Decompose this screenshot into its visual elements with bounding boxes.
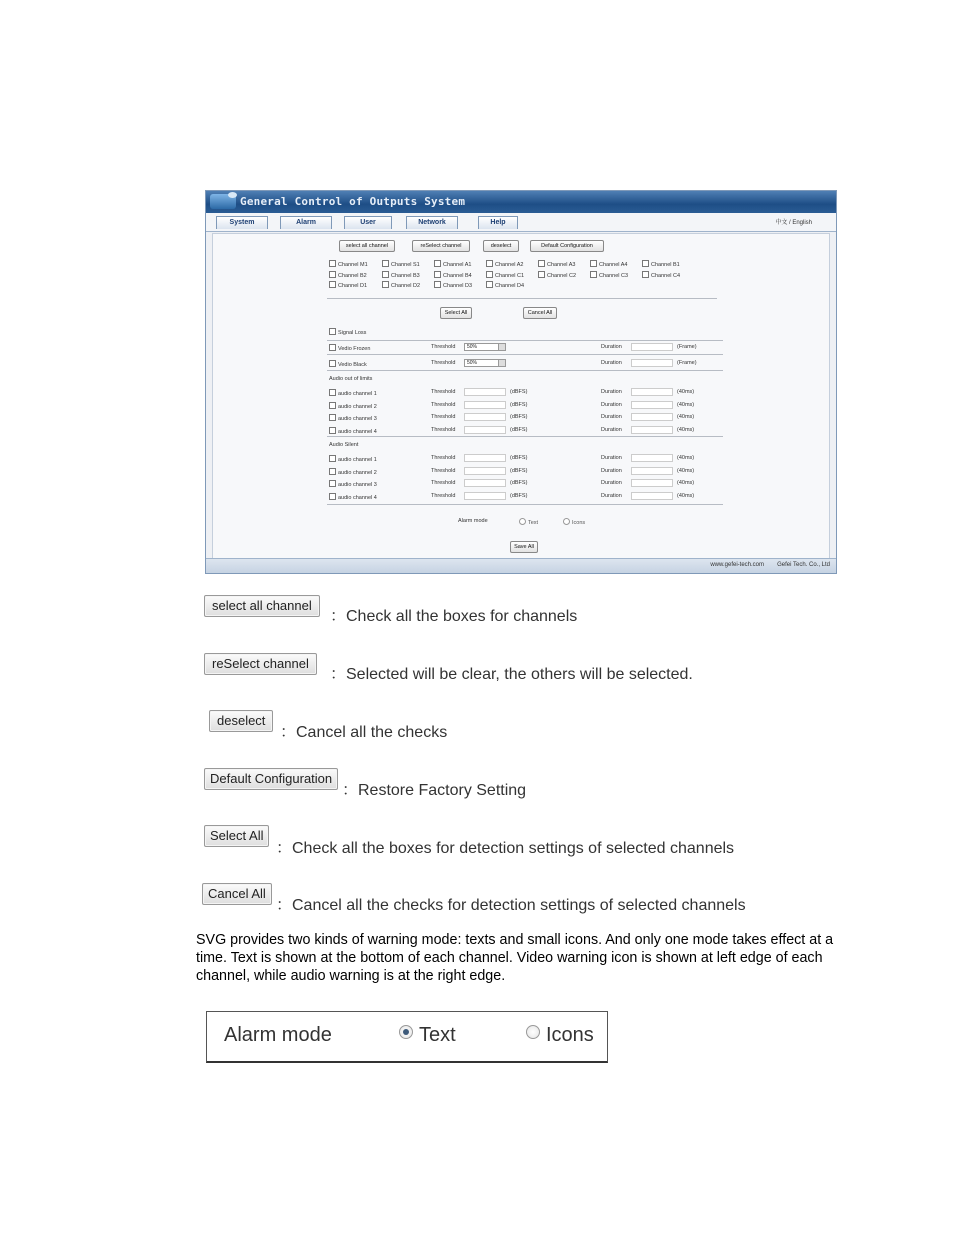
duration-label: Duration xyxy=(601,360,622,366)
duration-input[interactable] xyxy=(631,426,673,434)
reselect-channel-button[interactable]: reSelect channel xyxy=(412,240,470,252)
channel-checkbox[interactable]: Channel S1 xyxy=(382,260,420,268)
threshold-unit: (dBFS) xyxy=(510,389,528,395)
app-screenshot xyxy=(205,190,837,574)
divider xyxy=(327,354,723,355)
select-all-description: ：Check all the boxes for detection settings of selected channels xyxy=(276,840,735,857)
duration-input[interactable] xyxy=(631,401,673,409)
channel-checkbox[interactable]: Channel B4 xyxy=(434,271,472,279)
tab-user[interactable]: User xyxy=(344,216,392,229)
video-frozen-checkbox[interactable]: Vedio Frozen xyxy=(329,344,370,352)
threshold-label: Threshold xyxy=(431,480,456,486)
cancel-all-description: ：Cancel all the checks for detection settings of selected channels xyxy=(276,897,746,914)
text-option-label: Text xyxy=(419,1024,456,1046)
channel-checkbox[interactable]: Channel A1 xyxy=(434,260,471,268)
channel-checkbox[interactable]: Channel C3 xyxy=(590,271,628,279)
default-configuration-button[interactable]: Default Configuration xyxy=(204,768,338,790)
duration-label: Duration xyxy=(601,414,622,420)
channel-checkbox[interactable]: Channel M1 xyxy=(329,260,368,268)
divider xyxy=(327,436,723,437)
threshold-select[interactable] xyxy=(464,343,506,351)
tab-system[interactable]: System xyxy=(216,216,268,229)
duration-input[interactable] xyxy=(631,359,673,367)
channel-checkbox[interactable]: Channel B2 xyxy=(329,271,367,279)
threshold-unit: (dBFS) xyxy=(510,426,528,433)
duration-input[interactable] xyxy=(631,454,673,462)
tab-help[interactable]: Help xyxy=(478,216,518,229)
threshold-input[interactable] xyxy=(464,401,506,409)
duration-input[interactable] xyxy=(631,413,673,421)
duration-unit: (40ms) xyxy=(677,414,695,420)
duration-input[interactable] xyxy=(631,467,673,475)
tab-bar xyxy=(206,213,836,232)
duration-unit: (40ms) xyxy=(677,467,695,474)
duration-unit: (40ms) xyxy=(677,492,695,499)
duration-input[interactable] xyxy=(631,388,673,396)
channel-checkbox[interactable]: Channel A4 xyxy=(590,260,627,268)
deselect-button[interactable]: deselect xyxy=(209,710,273,732)
app-title: General Control of Outputs System xyxy=(240,195,466,208)
threshold-unit: (dBFS) xyxy=(510,455,528,461)
channel-checkbox[interactable]: Channel C2 xyxy=(538,271,576,279)
reselect-channel-button[interactable]: reSelect channel xyxy=(204,653,317,675)
duration-label: Duration xyxy=(601,455,622,461)
threshold-label: Threshold xyxy=(431,389,456,395)
channel-checkbox[interactable]: Channel B3 xyxy=(382,271,420,279)
deselect-button[interactable]: deselect xyxy=(483,240,519,252)
threshold-input[interactable] xyxy=(464,467,506,475)
audio-silent-heading: Audio Silent xyxy=(329,442,359,448)
threshold-label: Threshold xyxy=(431,344,456,350)
tab-network[interactable]: Network xyxy=(406,216,458,229)
duration-unit: (40ms) xyxy=(677,401,695,408)
duration-input[interactable] xyxy=(631,492,673,500)
threshold-input[interactable] xyxy=(464,388,506,396)
duration-unit: (40ms) xyxy=(677,455,695,461)
threshold-label: Threshold xyxy=(431,467,456,474)
icons-option-label: Icons xyxy=(546,1024,594,1046)
cancel-all-button[interactable]: Cancel All xyxy=(202,883,272,905)
duration-label: Duration xyxy=(601,344,622,350)
select-all-channel-description: ：Check all the boxes for channels xyxy=(330,608,578,625)
duration-input[interactable] xyxy=(631,343,673,351)
duration-label: Duration xyxy=(601,426,622,433)
duration-label: Duration xyxy=(601,492,622,499)
alarm-mode-icons-radio[interactable]: Icons xyxy=(563,518,585,526)
select-all-channel-button[interactable]: select all channel xyxy=(339,240,395,252)
audio-channel-checkbox[interactable]: audio channel 1 xyxy=(329,455,377,463)
threshold-input[interactable] xyxy=(464,479,506,487)
channel-checkbox[interactable]: Channel D4 xyxy=(486,281,524,289)
select-all-button[interactable]: Select All xyxy=(440,307,472,319)
threshold-select-value: 50% xyxy=(467,360,478,366)
select-all-button[interactable]: Select All xyxy=(204,825,269,847)
cancel-all-button[interactable]: Cancel All xyxy=(523,307,557,319)
channel-checkbox[interactable]: Channel C4 xyxy=(642,271,680,279)
duration-label: Duration xyxy=(601,389,622,395)
channel-checkbox[interactable]: Channel B1 xyxy=(642,260,680,268)
threshold-label: Threshold xyxy=(431,401,456,408)
alarm-mode-text-radio[interactable]: Text xyxy=(519,518,538,526)
threshold-unit: (dBFS) xyxy=(510,401,528,408)
warning-mode-paragraph: SVG provides two kinds of warning mode: texts and small icons. And only one mode takes effect at a time. Text is shown at the bottom of each channel. Video warning icon is shown at left edge of each channel, while audio warning is at the right edge. xyxy=(196,932,834,984)
channel-checkbox[interactable]: Channel D3 xyxy=(434,281,472,289)
duration-label: Duration xyxy=(601,467,622,474)
duration-input[interactable] xyxy=(631,479,673,487)
audio-channel-checkbox[interactable]: audio channel 2 xyxy=(329,402,377,410)
audio-out-of-limits-heading: Audio out of limits xyxy=(329,376,373,382)
threshold-input[interactable] xyxy=(464,492,506,500)
threshold-input[interactable] xyxy=(464,426,506,434)
threshold-unit: (dBFS) xyxy=(510,414,528,420)
audio-channel-checkbox[interactable]: audio channel 4 xyxy=(329,493,377,501)
globe-logo-icon xyxy=(210,194,236,209)
threshold-label: Threshold xyxy=(431,414,456,420)
reselect-channel-description: ：Selected will be clear, the others will be selected. xyxy=(330,666,693,683)
alarm-mode-panel xyxy=(206,1011,608,1063)
audio-channel-checkbox[interactable]: audio channel 3 xyxy=(329,414,377,422)
text-radio-button[interactable] xyxy=(399,1025,413,1039)
threshold-unit: (dBFS) xyxy=(510,480,528,486)
audio-channel-checkbox[interactable]: audio channel 1 xyxy=(329,389,377,397)
threshold-input[interactable] xyxy=(464,454,506,462)
threshold-label: Threshold xyxy=(431,492,456,499)
audio-channel-checkbox[interactable]: audio channel 2 xyxy=(329,468,377,476)
threshold-unit: (dBFS) xyxy=(510,492,528,499)
channel-checkbox[interactable]: Channel D1 xyxy=(329,281,367,289)
duration-unit: (40ms) xyxy=(677,480,695,486)
tab-alarm[interactable]: Alarm xyxy=(280,216,332,229)
status-bar xyxy=(206,558,836,573)
icons-radio-button[interactable] xyxy=(526,1025,540,1039)
default-configuration-description: ：Restore Factory Setting xyxy=(342,782,527,799)
language-switch[interactable]: 中文 / English xyxy=(775,220,812,226)
alarm-mode-label: Alarm mode xyxy=(458,518,488,524)
audio-channel-checkbox[interactable]: audio channel 3 xyxy=(329,480,377,488)
unit-label: (Frame) xyxy=(677,360,697,366)
default-configuration-button[interactable]: Default Configuration xyxy=(530,240,604,252)
threshold-select-value: 50% xyxy=(467,344,478,350)
divider xyxy=(327,340,723,341)
alarm-mode-label: Alarm mode xyxy=(224,1024,332,1046)
audio-channel-checkbox[interactable]: audio channel 4 xyxy=(329,427,377,435)
deselect-description: ：Cancel all the checks xyxy=(280,724,448,741)
duration-unit: (40ms) xyxy=(677,389,695,395)
threshold-label: Threshold xyxy=(431,455,456,461)
signal-loss-checkbox[interactable]: Signal Loss xyxy=(329,328,366,336)
alarm-settings-panel xyxy=(212,233,830,559)
footer-company: Gefei Tech. Co., Ltd xyxy=(777,562,830,568)
divider xyxy=(327,298,717,299)
divider xyxy=(327,370,723,371)
unit-label: (Frame) xyxy=(677,344,697,350)
channel-checkbox[interactable]: Channel A3 xyxy=(538,260,575,268)
channel-checkbox[interactable]: Channel A2 xyxy=(486,260,523,268)
duration-label: Duration xyxy=(601,401,622,408)
threshold-label: Threshold xyxy=(431,360,456,366)
select-all-channel-button[interactable]: select all channel xyxy=(204,595,320,617)
video-black-checkbox[interactable]: Vedio Black xyxy=(329,360,367,368)
footer-website[interactable]: www.gefei-tech.com xyxy=(710,562,764,568)
channel-checkbox[interactable]: Channel D2 xyxy=(382,281,420,289)
save-all-button[interactable]: Save All xyxy=(510,541,538,553)
threshold-input[interactable] xyxy=(464,413,506,421)
channel-checkbox[interactable]: Channel C1 xyxy=(486,271,524,279)
threshold-unit: (dBFS) xyxy=(510,467,528,474)
divider xyxy=(327,504,723,505)
app-title-bar xyxy=(206,191,836,213)
threshold-select[interactable] xyxy=(464,359,506,367)
duration-label: Duration xyxy=(601,480,622,486)
threshold-label: Threshold xyxy=(431,426,456,433)
duration-unit: (40ms) xyxy=(677,426,695,433)
